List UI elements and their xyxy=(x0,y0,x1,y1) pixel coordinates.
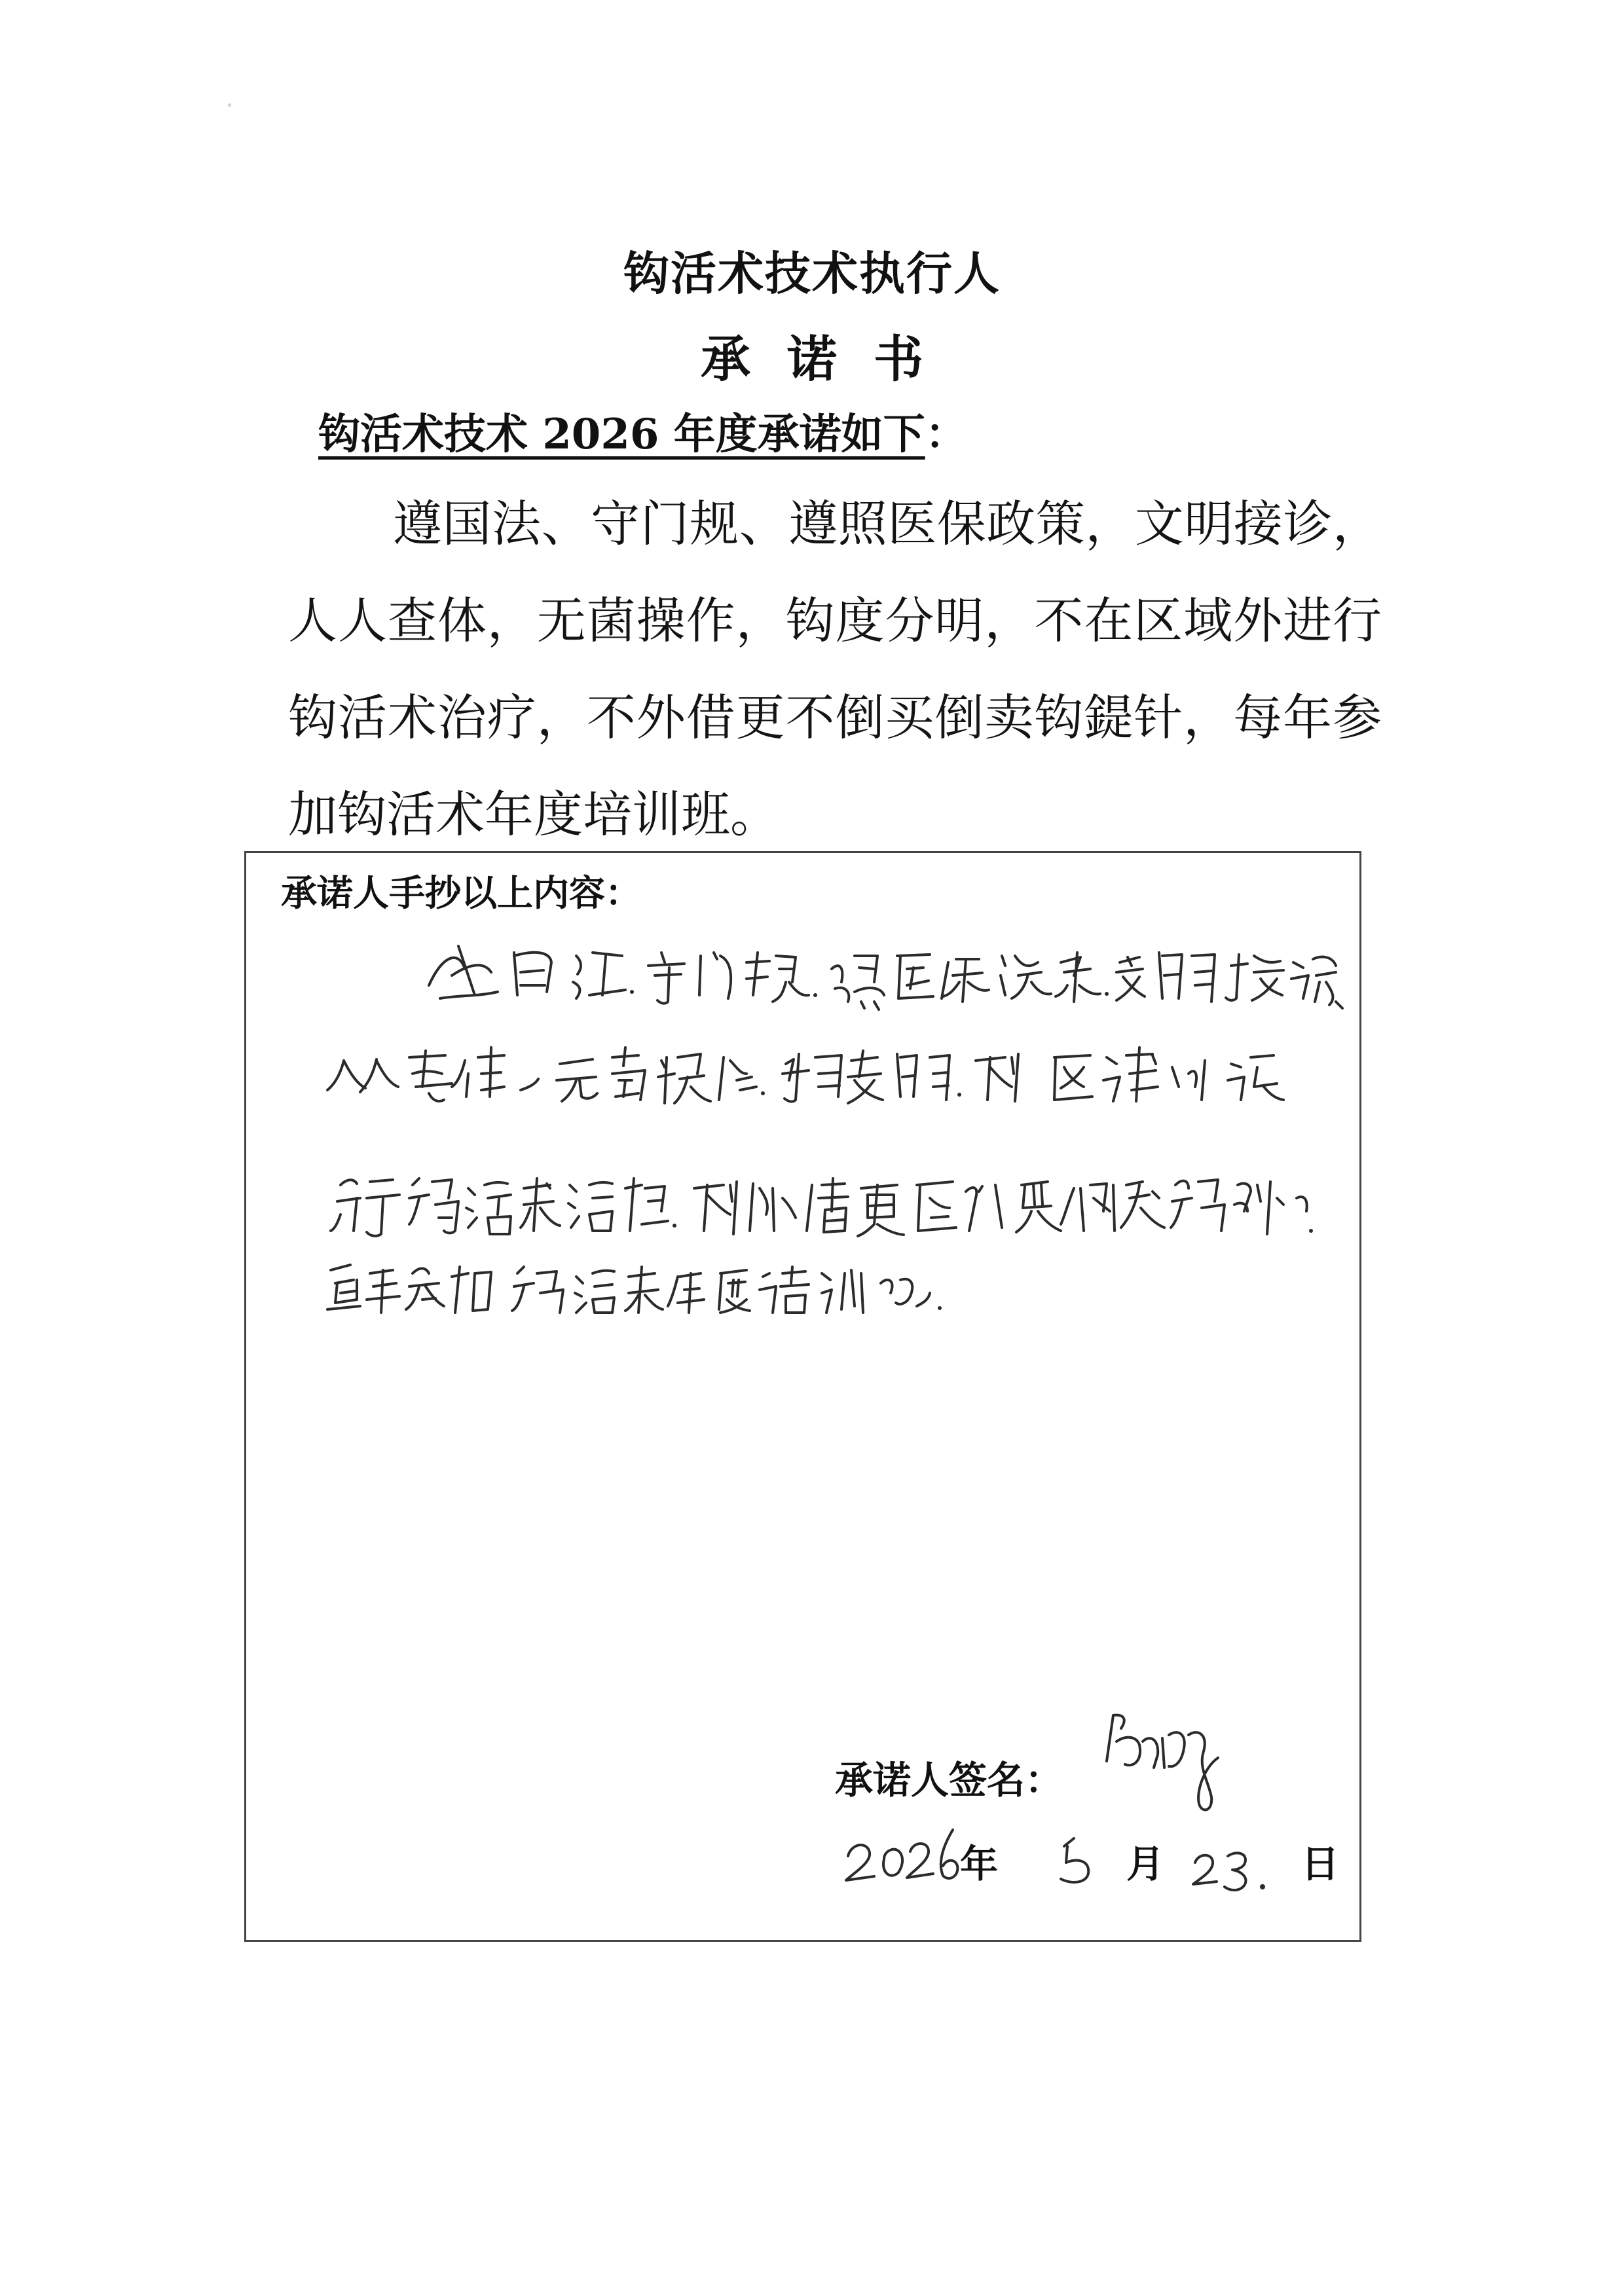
date-month-char: 月 xyxy=(1126,1842,1165,1886)
date-year-char: 年 xyxy=(960,1842,999,1886)
intro-heading-colon: ： xyxy=(925,410,967,459)
handcopy-label: 承诺人手抄以上内容： xyxy=(281,872,642,914)
date-day-value xyxy=(1193,1853,1265,1890)
document-subtitle: 承诺书 xyxy=(701,330,960,388)
commitment-text: 遵国法、守门规、遵照医保政策，文明接诊，人人查体，无菌操作，钩度分明，不在区域外进行钩活术治疗，不外借更不倒买倒卖钩鍉针，每年参加钩活术年度培训班。 xyxy=(288,495,1382,843)
date-month-value xyxy=(1061,1838,1088,1882)
date-day-char: 日 xyxy=(1301,1842,1340,1886)
date-year-value xyxy=(846,1830,957,1880)
signature-label: 承诺人签名： xyxy=(835,1758,1063,1802)
document-title: 钩活术技术执行人 xyxy=(623,246,1001,301)
intro-heading-text: 钩活术技术 2026 年度承诺如下 xyxy=(318,410,925,459)
